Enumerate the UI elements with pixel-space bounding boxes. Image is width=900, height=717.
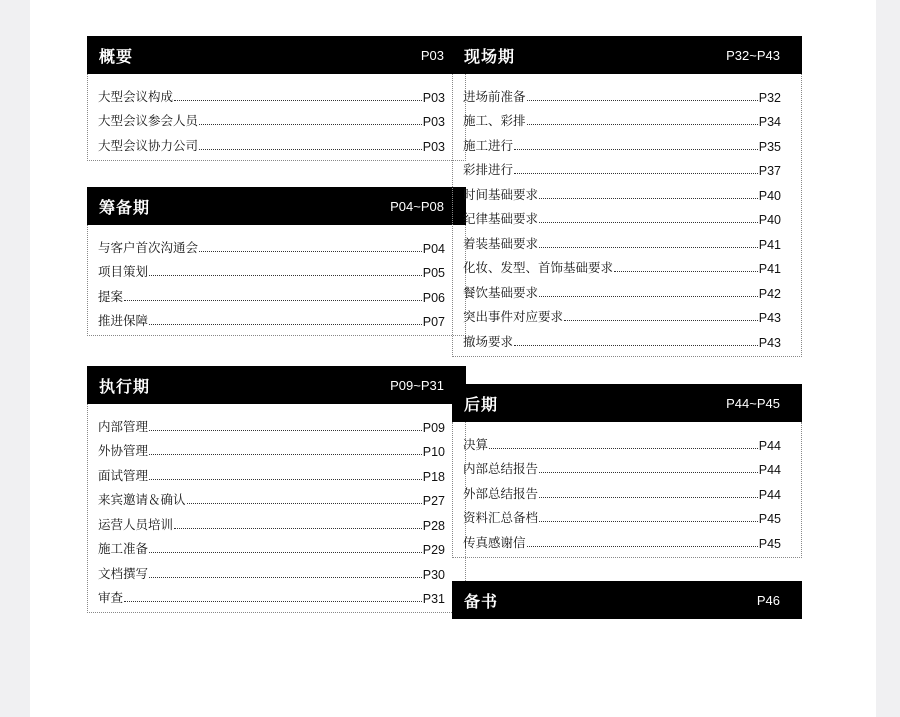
toc-entry <box>463 203 781 228</box>
dot-leader <box>539 471 758 473</box>
toc-section-overview <box>87 36 466 161</box>
toc-entry-page: P28 <box>422 518 445 533</box>
section-entries <box>452 422 802 558</box>
dot-leader <box>514 148 758 150</box>
toc-entry-page: P42 <box>758 286 781 301</box>
toc-entry <box>98 557 445 582</box>
toc-entry-page: P03 <box>422 90 445 105</box>
toc-entry <box>463 80 781 105</box>
toc-entry-page: P09 <box>422 420 445 435</box>
toc-entry-page: P44 <box>758 487 781 502</box>
toc-entry-label: 纪律基础要求 <box>463 211 539 226</box>
dot-leader <box>149 453 422 455</box>
section-title: 现场期 <box>464 46 516 66</box>
toc-entry-label: 推进保障 <box>98 313 149 328</box>
toc-entry-label: 内部管理 <box>98 418 149 434</box>
toc-entry-label: 施工进行 <box>463 137 514 153</box>
dot-leader <box>539 221 758 223</box>
toc-entry-page: P34 <box>758 115 781 129</box>
section-entries <box>87 404 466 613</box>
toc-entry-page: P40 <box>758 188 781 203</box>
toc-entry-label: 面试管理 <box>98 467 149 483</box>
toc-entry-label: 彩排进行 <box>463 162 514 177</box>
toc-entry <box>98 129 445 154</box>
toc-entry-label: 内部总结报告 <box>463 461 539 476</box>
toc-entry-label: 着装基础要求 <box>463 235 539 251</box>
toc-entry <box>463 178 781 203</box>
dot-leader <box>149 478 422 480</box>
section-page-range: P44~P45 <box>726 395 780 411</box>
toc-entry <box>463 428 781 453</box>
section-header <box>87 36 466 74</box>
toc-entry-page: P29 <box>422 543 445 557</box>
toc-entry-label: 提案 <box>98 288 124 304</box>
dot-leader <box>514 172 758 174</box>
section-title: 执行期 <box>99 376 151 396</box>
toc-entry <box>98 459 445 484</box>
toc-entry-page: P45 <box>758 536 781 551</box>
toc-entry <box>463 526 781 551</box>
dot-leader <box>149 551 422 553</box>
toc-section-postphase <box>452 384 802 558</box>
section-page-range: P04~P08 <box>390 198 444 214</box>
dot-leader <box>149 429 422 431</box>
section-title: 概要 <box>99 46 134 66</box>
toc-entry-page: P07 <box>422 315 445 329</box>
dot-leader <box>489 447 758 449</box>
section-title: 后期 <box>464 394 499 414</box>
toc-entry <box>98 256 445 281</box>
toc-entry-page: P44 <box>758 438 781 453</box>
dot-leader <box>539 197 758 199</box>
section-header <box>87 366 466 404</box>
toc-entry-page: P40 <box>758 213 781 227</box>
toc-entry-label: 时间基础要求 <box>463 186 539 202</box>
toc-entry-label: 餐饮基础要求 <box>463 284 539 300</box>
toc-entry <box>98 533 445 558</box>
toc-entry-label: 施工准备 <box>98 541 149 556</box>
toc-section-execution <box>87 366 466 613</box>
toc-entry-page: P30 <box>422 567 445 582</box>
dot-leader <box>199 148 422 150</box>
dot-leader <box>199 250 422 252</box>
toc-entry <box>463 502 781 527</box>
toc-entry-label: 决算 <box>463 436 489 452</box>
section-header <box>87 187 466 225</box>
toc-entry <box>463 477 781 502</box>
toc-entry-label: 项目策划 <box>98 264 149 279</box>
toc-section-notes <box>452 581 802 619</box>
section-header <box>452 36 802 74</box>
dot-leader <box>174 99 422 101</box>
dot-leader <box>124 600 422 602</box>
toc-entry <box>98 508 445 533</box>
section-entries <box>87 225 466 336</box>
toc-entry-page: P43 <box>758 335 781 350</box>
dot-leader <box>174 527 422 529</box>
section-header <box>452 384 802 422</box>
toc-entry <box>98 582 445 607</box>
dot-leader <box>149 323 422 325</box>
toc-entry-page: P10 <box>422 445 445 459</box>
section-entries <box>87 74 466 161</box>
toc-entry <box>463 252 781 277</box>
toc-entry-page: P05 <box>422 266 445 280</box>
section-title: 备书 <box>464 591 499 611</box>
toc-entry-label: 来宾邀请＆确认 <box>98 492 186 507</box>
toc-entry-label: 传真感谢信 <box>463 534 526 550</box>
toc-entry-page: P41 <box>758 237 781 252</box>
toc-entry-label: 突出事件对应要求 <box>463 309 564 324</box>
toc-section-onsite <box>452 36 802 357</box>
toc-entry-label: 外协管理 <box>98 443 149 458</box>
toc-entry-label: 审查 <box>98 590 124 605</box>
toc-section-preparation <box>87 187 466 336</box>
toc-entry <box>98 231 445 256</box>
toc-entry <box>98 80 445 105</box>
dot-leader <box>527 123 758 125</box>
toc-entry <box>463 105 781 130</box>
toc-entry-label: 外部总结报告 <box>463 485 539 501</box>
toc-entry-page: P03 <box>422 139 445 154</box>
toc-entry-label: 施工、彩排 <box>463 113 526 128</box>
toc-entry <box>98 435 445 460</box>
dot-leader <box>539 246 758 248</box>
dot-leader <box>187 502 422 504</box>
toc-entry <box>98 484 445 509</box>
dot-leader <box>614 270 758 272</box>
toc-entry-page: P18 <box>422 469 445 484</box>
toc-entry <box>463 276 781 301</box>
toc-entry-label: 化妆、发型、首饰基础要求 <box>463 260 614 275</box>
dot-leader <box>539 520 758 522</box>
dot-leader <box>124 299 422 301</box>
toc-entry-page: P45 <box>758 512 781 526</box>
toc-entry <box>463 325 781 350</box>
toc-entry <box>463 301 781 326</box>
section-title: 筹备期 <box>99 197 151 217</box>
toc-entry <box>98 410 445 435</box>
toc-entry-label: 大型会议协力公司 <box>98 137 199 153</box>
section-page-range: P03 <box>420 47 444 63</box>
toc-entry <box>98 280 445 305</box>
section-page-range: P46 <box>756 592 780 608</box>
toc-entry-page: P03 <box>422 115 445 129</box>
toc-entry <box>463 227 781 252</box>
toc-entry-label: 文档撰写 <box>98 565 149 581</box>
toc-entry-page: P41 <box>758 262 781 276</box>
section-entries <box>452 74 802 357</box>
toc-entry-page: P31 <box>422 592 445 606</box>
toc-entry-page: P43 <box>758 311 781 325</box>
toc-entry-label: 运营人员培训 <box>98 516 174 532</box>
toc-entry-label: 进场前准备 <box>463 88 526 104</box>
toc-entry-label: 资料汇总备档 <box>463 510 539 525</box>
section-header <box>452 581 802 619</box>
dot-leader <box>527 545 758 547</box>
toc-entry-label: 撤场要求 <box>463 333 514 349</box>
toc-entry-page: P06 <box>422 290 445 305</box>
toc-entry <box>463 154 781 179</box>
dot-leader <box>149 274 422 276</box>
toc-entry-page: P44 <box>758 463 781 477</box>
toc-entry-label: 与客户首次沟通会 <box>98 239 199 255</box>
toc-entry <box>98 305 445 330</box>
toc-entry <box>463 453 781 478</box>
section-page-range: P09~P31 <box>390 377 444 393</box>
toc-entry-page: P27 <box>422 494 445 508</box>
toc-entry <box>463 129 781 154</box>
dot-leader <box>514 344 758 346</box>
toc-entry-label: 大型会议构成 <box>98 88 174 104</box>
document-page <box>30 0 876 717</box>
toc-entry-page: P32 <box>758 90 781 105</box>
dot-leader <box>149 576 422 578</box>
section-page-range: P32~P43 <box>726 47 780 63</box>
toc-entry-label: 大型会议参会人员 <box>98 113 199 128</box>
dot-leader <box>527 99 758 101</box>
toc-entry-page: P35 <box>758 139 781 154</box>
dot-leader <box>539 496 758 498</box>
dot-leader <box>539 295 758 297</box>
dot-leader <box>199 123 422 125</box>
toc-entry-page: P04 <box>422 241 445 256</box>
toc-entry-page: P37 <box>758 164 781 178</box>
toc-entry <box>98 105 445 130</box>
dot-leader <box>564 319 758 321</box>
